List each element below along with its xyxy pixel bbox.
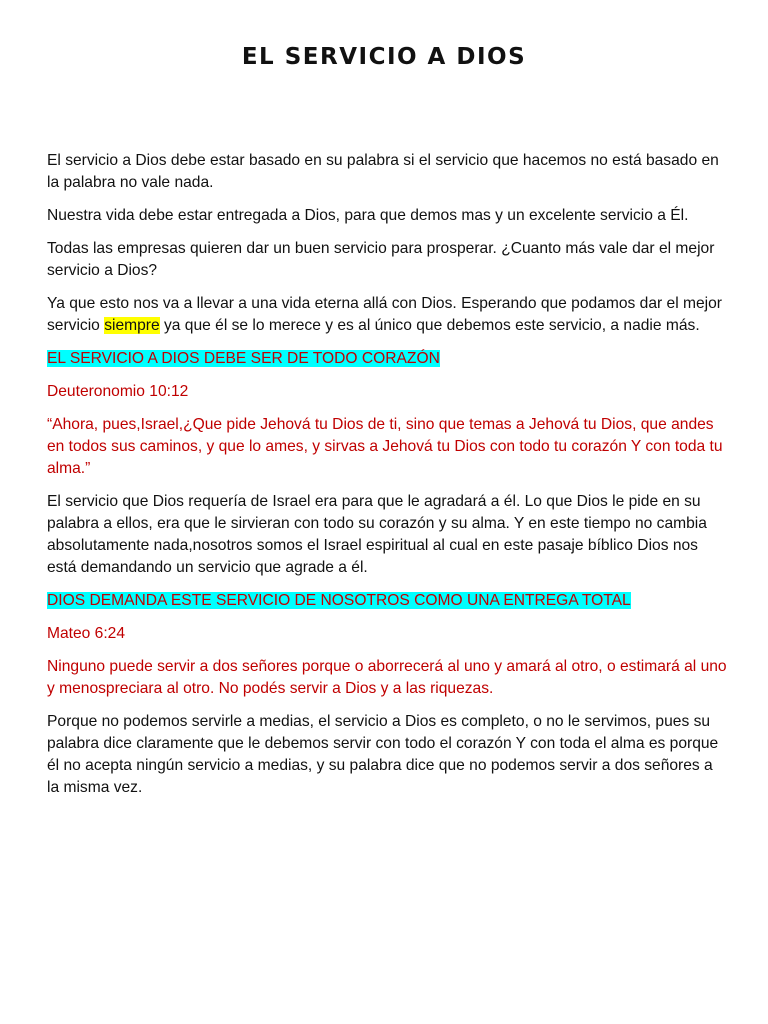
- paragraph: El servicio a Dios debe estar basado en su palabra si el servicio que hacemos no está basado en la palabra no vale nada.: [47, 152, 719, 191]
- section-heading: [47, 348, 727, 370]
- paragraph: Porque no podemos servirle a medias, el servicio a Dios es completo, o no le servimos, pues su palabra dice claramente que le debemos servir con todo el corazón Y con toda el alma es porque él no acepta ningún servicio a medias, y su palabra dice que no podemos servir a dos señores a la misma vez.: [47, 713, 719, 796]
- paragraph: El servicio que Dios requería de Israel era para que le agradará a él. Lo que Dios le pide en su palabra a ellos, era que le sirvieran con todo su corazón y su alma. Y en este tiempo no cambia absolutamente nada,nosotros somos el Israel espiritual al cual en este pasaje bíblico Dios nos está demandando un servicio que agrade a él.: [47, 493, 707, 576]
- scripture-reference: Deuteronomio 10:12: [47, 383, 189, 400]
- paragraph-text: ya que él se lo merece y es al único que debemos este servicio, a nadie más.: [159, 317, 700, 334]
- paragraph-text: Ya que esto nos va a llevar a una vida eterna allá con Dios. Esperando que podamos dar el mejor servicio: [47, 295, 722, 334]
- scripture-quote: “Ahora, pues,Israel,¿Que pide Jehová tu Dios de ti, sino que temas a Jehová tu Dios, que andes en todos sus caminos, y que lo ames, y sirvas a Jehová tu Dios con todo tu corazón Y con toda tu alma.”: [47, 416, 723, 477]
- highlighted-word: siempre: [104, 317, 160, 334]
- paragraph: Todas las empresas quieren dar un buen servicio para prosperar. ¿Cuanto más vale dar el mejor servicio a Dios?: [47, 240, 715, 279]
- paragraph: Nuestra vida debe estar entregada a Dios, para que demos mas y un excelente servicio a Él.: [47, 207, 689, 224]
- paragraph: [47, 293, 727, 337]
- scripture-reference: Mateo 6:24: [47, 625, 126, 642]
- document-body: [47, 150, 727, 810]
- page-title: EL SERVICIO A DIOS: [241, 44, 527, 70]
- section-heading-text: DIOS DEMANDA ESTE SERVICIO DE NOSOTROS COMO UNA ENTREGA TOTAL: [47, 592, 631, 609]
- section-heading-text: EL SERVICIO A DIOS DEBE SER DE TODO CORAZÓN: [47, 350, 440, 367]
- section-heading: [47, 590, 727, 612]
- scripture-quote: Ninguno puede servir a dos señores porque o aborrecerá al uno y amará al otro, o estimará al uno y menospreciara al otro. No podés servir a Dios y a las riquezas.: [47, 658, 727, 697]
